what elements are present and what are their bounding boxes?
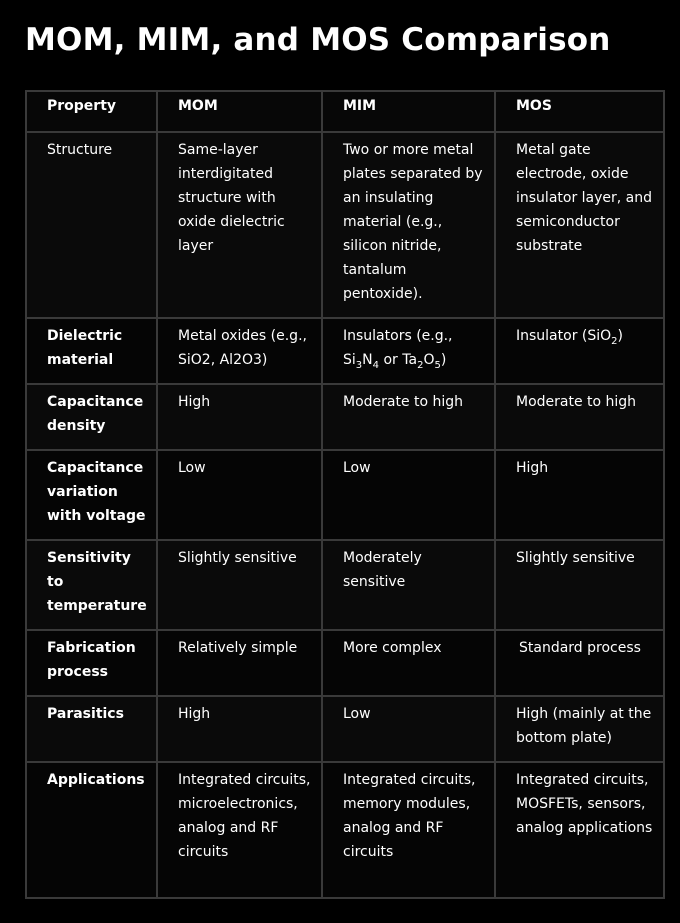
mos-cell: Integrated circuits, MOSFETs, sensors, analog applications: [495, 762, 664, 898]
mom-cell: Relatively simple: [157, 630, 322, 696]
header-mim: MIM: [322, 91, 495, 132]
mom-cell: High: [157, 696, 322, 762]
table-row-dielectric: [26, 318, 664, 384]
property-cell: [26, 762, 157, 898]
mim-text-1: Insulators (e.g., Si: [343, 328, 453, 368]
property-cell: [26, 450, 157, 540]
mos-text-1: Insulator (SiO: [516, 328, 612, 344]
property-label: Capacitance density: [47, 394, 144, 434]
table-row-structure: [26, 132, 664, 318]
mim-cell: [322, 318, 495, 384]
property-cell: [26, 384, 157, 450]
property-label: Capacitance variation with voltage: [47, 460, 146, 524]
header-mos: MOS: [495, 91, 664, 132]
mim-cell: Low: [322, 696, 495, 762]
mos-text-2: ): [617, 328, 623, 344]
table-row-capacitance-density: [26, 384, 664, 450]
mim-text-4: O: [423, 352, 435, 368]
property-cell: [26, 318, 157, 384]
mom-cell: Integrated circuits, microelectronics, analog and RF circuits: [157, 762, 322, 898]
mim-cell: Moderate to high: [322, 384, 495, 450]
property-cell: [26, 696, 157, 762]
table-row-temperature: [26, 540, 664, 630]
subscript: 2: [611, 335, 618, 347]
property-label: Dielectric material: [47, 328, 123, 368]
property-label: Parasitics: [47, 706, 124, 722]
property-label: Fabrication process: [47, 640, 136, 680]
subscript: 2: [417, 359, 424, 371]
mom-cell: High: [157, 384, 322, 450]
mim-cell: Low: [322, 450, 495, 540]
mos-cell: High (mainly at the bottom plate): [495, 696, 664, 762]
table-row-fabrication: [26, 630, 664, 696]
property-cell: [26, 540, 157, 630]
mim-text-5: ): [440, 352, 447, 368]
header-mom: MOM: [157, 91, 322, 132]
mim-text-2: N: [362, 352, 373, 368]
mim-text-3: or Ta: [379, 352, 418, 368]
subscript: 5: [434, 359, 441, 371]
mos-cell: Moderate to high: [495, 384, 664, 450]
subscript: 4: [372, 359, 380, 371]
page-title: MOM, MIM, and MOS Comparison: [25, 22, 611, 58]
table-row-applications: [26, 762, 664, 898]
property-label: Applications: [47, 772, 145, 788]
header-property: Property: [26, 91, 157, 132]
table-row-parasitics: [26, 696, 664, 762]
mim-cell: More complex: [322, 630, 495, 696]
table-header-row: [26, 91, 664, 132]
mos-cell: Standard process: [495, 630, 664, 696]
mos-cell: High: [495, 450, 664, 540]
property-cell: [26, 630, 157, 696]
mom-cell: Same-layer interdigitated structure with oxide dielectric layer: [157, 132, 322, 318]
property-label: Structure: [47, 142, 113, 158]
mim-cell: Moderately sensitive: [322, 540, 495, 630]
mim-cell: Two or more metal plates separated by an insulating material (e.g., silicon nitride, tantalum pentoxide).: [322, 132, 495, 318]
comparison-table: [25, 90, 665, 899]
property-cell: [26, 132, 157, 318]
subscript: 3: [355, 359, 363, 371]
mos-cell: [495, 318, 664, 384]
table-row-capacitance-variation: [26, 450, 664, 540]
mos-cell: Slightly sensitive: [495, 540, 664, 630]
mim-cell: Integrated circuits, memory modules, analog and RF circuits: [322, 762, 495, 898]
property-label: Sensitivity to temperature: [47, 550, 147, 614]
mom-cell: Slightly sensitive: [157, 540, 322, 630]
mos-cell: Metal gate electrode, oxide insulator layer, and semiconductor substrate: [495, 132, 664, 318]
mom-cell: Metal oxides (e.g., SiO2, Al2O3): [157, 318, 322, 384]
mom-cell: Low: [157, 450, 322, 540]
